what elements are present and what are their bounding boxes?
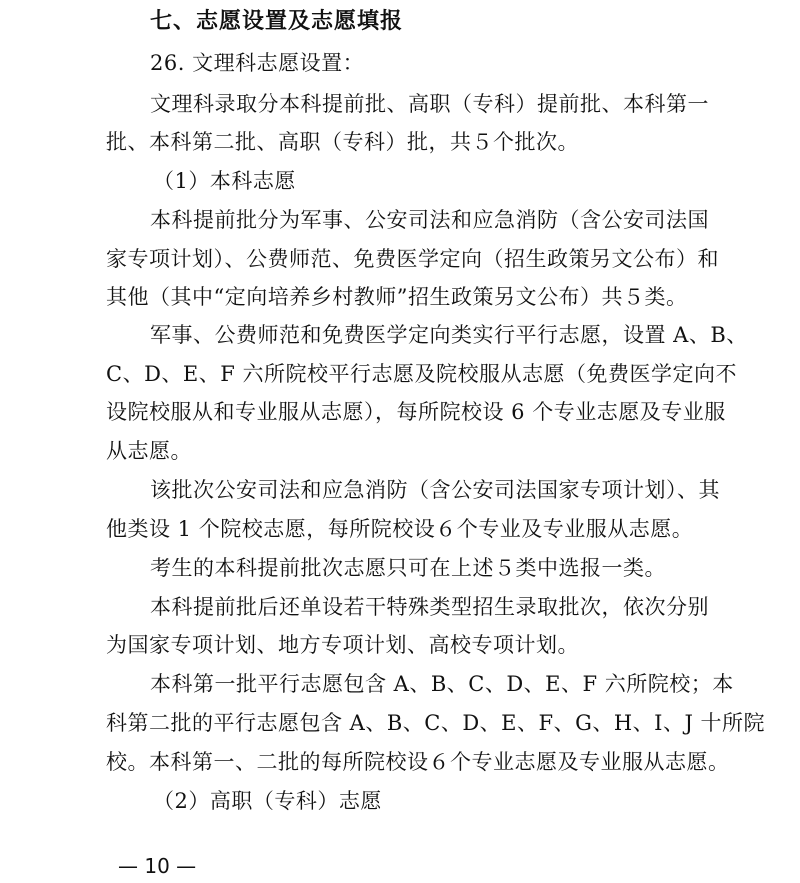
- paragraph-line: 本科提前批分为军事、公安司法和应急消防（含公安司法国: [150, 208, 709, 232]
- paragraph-line: 为国家专项计划、地方专项计划、高校专项计划。: [106, 633, 579, 657]
- paragraph-line: 校。本科第一、二批的每所院校设６个专业志愿及专业服从志愿。: [106, 750, 730, 774]
- section-heading: 七、志愿设置及志愿填报: [150, 9, 404, 34]
- paragraph-line: 从志愿。: [106, 439, 192, 463]
- paragraph-line: 文理科录取分本科提前批、高职（专科）提前批、本科第一: [150, 92, 709, 116]
- subheading-undergraduate: （1）本科志愿: [153, 169, 296, 193]
- paragraph-line: 该批次公安司法和应急消防（含公安司法国家专项计划）、其: [150, 478, 720, 502]
- paragraph-line: 家专项计划）、公费师范、免费医学定向（招生政策另文公布）和: [106, 247, 719, 271]
- subheading-vocational: （2）高职（专科）志愿: [153, 789, 382, 813]
- paragraph-line: C、D、E、F 六所院校平行志愿及院校服从志愿（免费医学定向不: [106, 362, 737, 386]
- page-number: — 10 —: [118, 854, 197, 878]
- paragraph-line: 26. 文理科志愿设置：: [150, 51, 365, 75]
- paragraph-line: 设院校服从和专业服从志愿），每所院校设 6 个专业志愿及专业服: [106, 400, 726, 424]
- paragraph-line: 其他（其中“定向培养乡村教师”招生政策另文公布）共５类。: [106, 285, 688, 309]
- paragraph-line: 本科提前批后还单设若干特殊类型招生录取批次，依次分别: [150, 595, 709, 619]
- paragraph-line: 考生的本科提前批次志愿只可在上述５类中选报一类。: [150, 556, 666, 580]
- paragraph-line: 科第二批的平行志愿包含 A、B、C、D、E、F、G、H、I、J 十所院: [106, 711, 766, 735]
- paragraph-line: 军事、公费师范和免费医学定向类实行平行志愿，设置 A、B、: [150, 323, 748, 347]
- paragraph-line: 批、本科第二批、高职（专科）批，共５个批次。: [106, 130, 579, 154]
- paragraph-line: 本科第一批平行志愿包含 A、B、C、D、E、F 六所院校；本: [150, 672, 734, 696]
- paragraph-line: 他类设 1 个院校志愿，每所院校设６个专业及专业服从志愿。: [106, 517, 694, 541]
